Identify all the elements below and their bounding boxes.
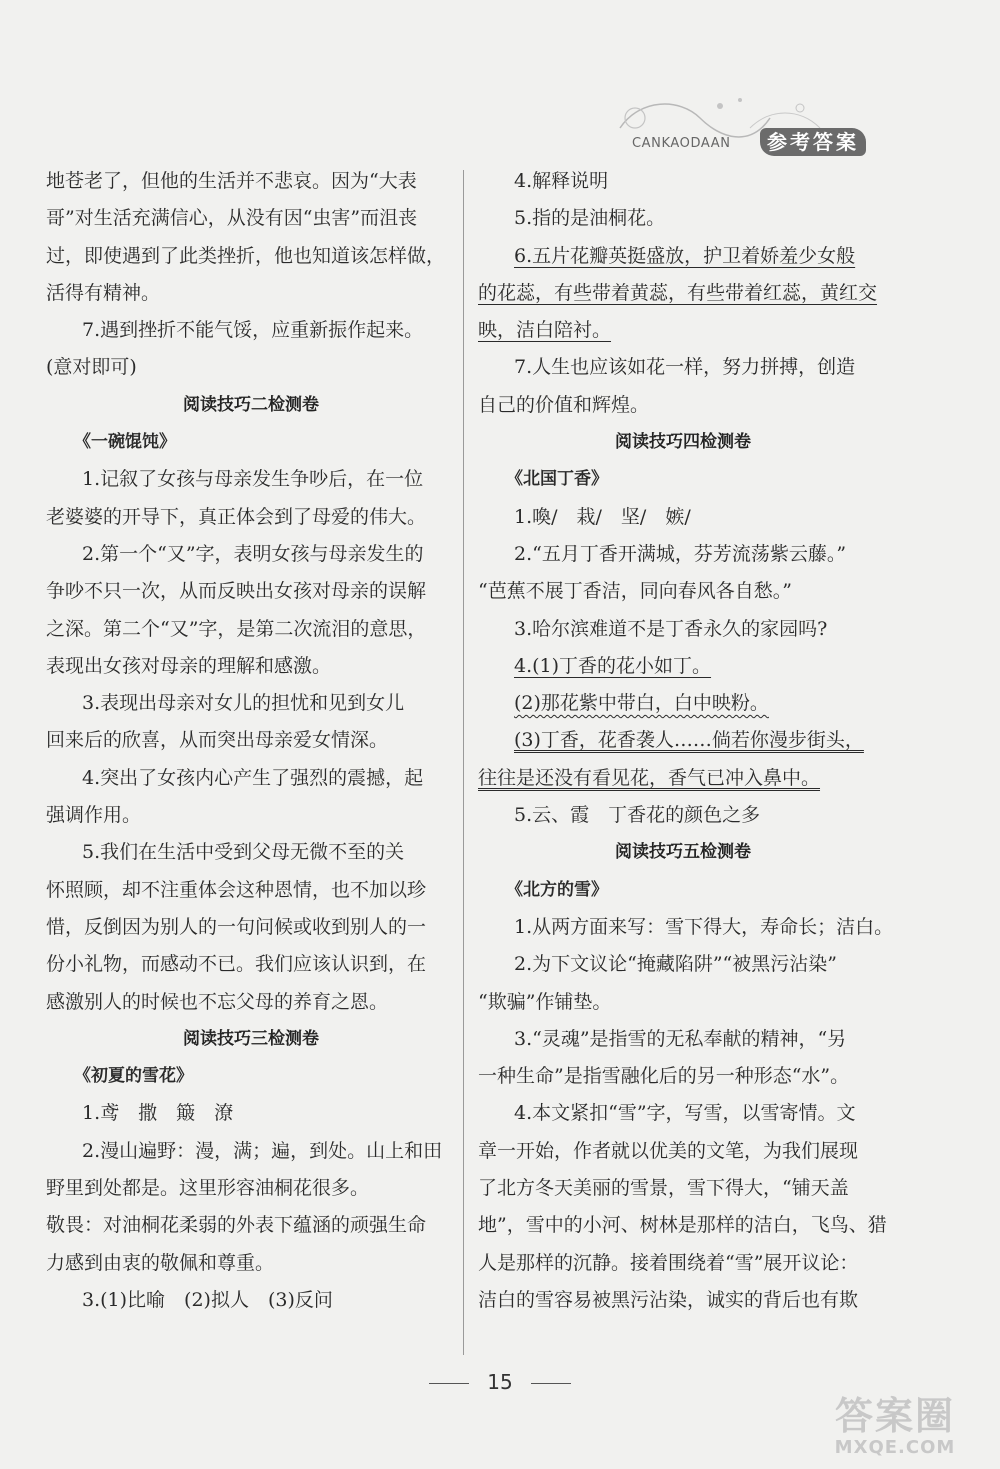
line-text: 1.鸢 撒 簸 潦 bbox=[82, 1102, 234, 1125]
column-divider bbox=[463, 170, 464, 1355]
article-title bbox=[46, 424, 456, 461]
text-line bbox=[46, 275, 456, 312]
text-line bbox=[46, 722, 456, 759]
text-line bbox=[478, 573, 888, 610]
text-line bbox=[46, 797, 456, 834]
text-line bbox=[46, 1245, 456, 1282]
line-text: 哥”对生活充满信心，从没有因“虫害”而沮丧 bbox=[46, 207, 418, 230]
line-text: 感激别人的时候也不忘父母的养育之恩。 bbox=[46, 990, 389, 1013]
line-text: 活得有精神。 bbox=[46, 281, 161, 304]
text-line bbox=[478, 1133, 888, 1170]
right-column bbox=[478, 163, 894, 1319]
line-text: 敬畏：对油桐花柔弱的外表下蕴涵的顽强生命 bbox=[46, 1214, 427, 1237]
line-text: 2.漫山遍野：漫，满；遍，到处。山上和田 bbox=[82, 1139, 443, 1162]
text-line bbox=[478, 499, 888, 536]
line-text: 一种生命”是指雪融化后的另一种形态“水”。 bbox=[478, 1065, 850, 1088]
text-line bbox=[46, 984, 456, 1021]
watermark bbox=[805, 1395, 985, 1465]
line-text: 1.从两方面来写：雪下得大，寿命长；洁白。 bbox=[514, 915, 894, 938]
line-text: 人是那样的沉静。接着围绕着“雪”展开议论： bbox=[478, 1251, 859, 1274]
line-text: 3.表现出母亲对女儿的担忧和见到女儿 bbox=[82, 692, 405, 715]
page-number: 15 bbox=[487, 1370, 513, 1394]
line-text: 了北方冬天美丽的雪景，雪下得大，“铺天盖 bbox=[478, 1177, 849, 1200]
line-text: 4.突出了女孩内心产生了强烈的震撼，起 bbox=[82, 766, 424, 789]
underlined-text: 映，洁白陪衬。 bbox=[478, 319, 612, 342]
line-text: 之深。第二个“又”字，是第二次流泪的意思， bbox=[46, 617, 427, 640]
text-line bbox=[46, 1095, 456, 1132]
page-footer bbox=[0, 1370, 1000, 1394]
line-text: 阅读技巧二检测卷 bbox=[183, 394, 319, 415]
text-line bbox=[46, 648, 456, 685]
header-answer-badge: 参考答案 bbox=[760, 128, 866, 156]
text-line bbox=[46, 238, 456, 275]
text-line bbox=[46, 1170, 456, 1207]
text-line bbox=[478, 163, 888, 200]
footer-dash-left bbox=[429, 1383, 469, 1384]
underlined-text: 往往是还没有看见花，香气已冲入鼻中。 bbox=[478, 766, 821, 789]
underlined-text: 6.五片花瓣英挺盛放，护卫着娇羞少女般 bbox=[514, 244, 856, 267]
watermark-text: 答案圈 bbox=[834, 1394, 955, 1438]
text-line bbox=[478, 200, 888, 237]
line-text: 《北方的雪》 bbox=[506, 879, 608, 900]
left-column bbox=[46, 163, 456, 1319]
text-line bbox=[478, 797, 888, 834]
line-text: 2.“五月丁香开满城，芬芳流荡紫云藤。” bbox=[514, 542, 847, 565]
text-line bbox=[46, 1133, 456, 1170]
line-text: 地苍老了，但他的生活并不悲哀。因为“大表 bbox=[46, 170, 417, 192]
text-line bbox=[478, 387, 888, 424]
text-line bbox=[478, 722, 888, 759]
line-text: 2.为下文议论“掩藏陷阱”“被黑污沾染” bbox=[514, 953, 837, 976]
underlined-text: 的花蕊，有些带着黄蕊，有些带着红蕊，黄红交 bbox=[478, 281, 878, 304]
text-line bbox=[478, 611, 888, 648]
text-line bbox=[46, 611, 456, 648]
line-text: (意对即可) bbox=[46, 356, 137, 379]
text-line bbox=[478, 685, 888, 722]
text-line bbox=[478, 760, 888, 797]
line-text: 份小礼物，而感动不已。我们应该认识到，在 bbox=[46, 953, 427, 976]
line-text: 阅读技巧三检测卷 bbox=[183, 1028, 319, 1049]
text-line bbox=[46, 499, 456, 536]
text-line bbox=[478, 349, 888, 386]
line-text: “欺骗”作铺垫。 bbox=[478, 990, 612, 1013]
line-text: 5.我们在生活中受到父母无微不至的关 bbox=[82, 841, 405, 864]
section-title bbox=[46, 387, 456, 424]
header-english-label: CANKAODAAN bbox=[632, 136, 731, 151]
line-text: 1.喚/ 栽/ 坚/ 嫉/ bbox=[514, 505, 691, 528]
text-line bbox=[478, 946, 888, 983]
text-line bbox=[46, 349, 456, 386]
line-text: 3.哈尔滨难道不是丁香永久的家园吗? bbox=[514, 617, 828, 640]
text-line bbox=[46, 312, 456, 349]
section-title bbox=[478, 834, 888, 871]
text-line bbox=[46, 872, 456, 909]
line-text: 地”，雪中的小河、树林是那样的洁白，飞鸟、猎 bbox=[478, 1214, 887, 1237]
text-line bbox=[46, 163, 456, 200]
watermark-url: MXQE.COM bbox=[834, 1437, 956, 1458]
text-line bbox=[478, 536, 888, 573]
section-title bbox=[478, 424, 888, 461]
line-text: 回来后的欣喜，从而突出母亲爱女情深。 bbox=[46, 729, 389, 752]
text-line bbox=[478, 909, 894, 946]
text-line bbox=[46, 946, 456, 983]
line-text: 老婆婆的开导下，真正体会到了母爱的伟大。 bbox=[46, 505, 427, 528]
line-text: 7.遇到挫折不能气馁，应重新振作起来。 bbox=[82, 319, 424, 342]
text-line bbox=[46, 573, 456, 610]
article-title bbox=[478, 461, 888, 498]
text-line bbox=[478, 1058, 888, 1095]
text-line bbox=[46, 685, 456, 722]
text-line bbox=[478, 648, 888, 685]
line-text: 5.云、霞 丁香花的颜色之多 bbox=[514, 804, 761, 827]
text-line bbox=[478, 1207, 888, 1244]
text-line bbox=[46, 536, 456, 573]
text-line bbox=[46, 1207, 456, 1244]
underlined-text: (2)那花紫中带白，白中映粉。 bbox=[514, 692, 769, 715]
underlined-text: 4.(1)丁香的花小如丁。 bbox=[514, 654, 712, 677]
line-text: 争吵不只一次，从而反映出女孩对母亲的误解 bbox=[46, 580, 427, 603]
article-title bbox=[478, 872, 888, 909]
text-line bbox=[478, 275, 888, 312]
line-text: 3.“灵魂”是指雪的无私奉献的精神，“另 bbox=[514, 1027, 847, 1050]
line-text: 4.解释说明 bbox=[514, 170, 609, 192]
line-text: 阅读技巧五检测卷 bbox=[615, 842, 751, 863]
text-line bbox=[46, 760, 456, 797]
line-text: 野里到处都是。这里形容油桐花很多。 bbox=[46, 1177, 370, 1200]
line-text: 过，即使遇到了此类挫折，他也知道该怎样做， bbox=[46, 244, 446, 267]
line-text: 《一碗馄饨》 bbox=[74, 432, 176, 453]
line-text: 《北国丁香》 bbox=[506, 469, 608, 490]
line-text: 怀照顾，却不注重体会这种恩情，也不加以珍 bbox=[46, 878, 427, 901]
article-title bbox=[46, 1058, 456, 1095]
text-line bbox=[46, 1282, 456, 1319]
text-line bbox=[478, 1282, 888, 1319]
footer-dash-right bbox=[531, 1383, 571, 1384]
text-line bbox=[478, 1095, 888, 1132]
text-line bbox=[46, 909, 456, 946]
text-line bbox=[46, 200, 456, 237]
line-text: “芭蕉不展丁香洁，同向春风各自愁。” bbox=[478, 580, 792, 603]
line-text: 2.第一个“又”字，表明女孩与母亲发生的 bbox=[82, 542, 424, 565]
line-text: 7.人生也应该如花一样，努力拼搏，创造 bbox=[514, 356, 856, 379]
line-text: 1.记叙了女孩与母亲发生争吵后，在一位 bbox=[82, 468, 424, 491]
line-text: 阅读技巧四检测卷 bbox=[615, 432, 751, 453]
text-line bbox=[46, 461, 456, 498]
line-text: 《初夏的雪花》 bbox=[74, 1066, 193, 1087]
line-text: 自己的价值和辉煌。 bbox=[478, 393, 650, 416]
text-line bbox=[478, 1170, 888, 1207]
text-line bbox=[46, 834, 456, 871]
text-line bbox=[478, 1245, 888, 1282]
section-title bbox=[46, 1021, 456, 1058]
line-text: 力感到由衷的敬佩和尊重。 bbox=[46, 1251, 275, 1274]
line-text: 惜，反倒因为别人的一句问候或收到别人的一 bbox=[46, 915, 427, 938]
line-text: 章一开始，作者就以优美的文笔，为我们展现 bbox=[478, 1139, 859, 1162]
line-text: 4.本文紧扣“雪”字，写雪，以雪寄情。文 bbox=[514, 1102, 856, 1125]
line-text: 3.(1)比喻 (2)拟人 (3)反问 bbox=[82, 1288, 333, 1311]
text-line bbox=[478, 312, 888, 349]
line-text: 5.指的是油桐花。 bbox=[514, 207, 666, 230]
line-text: 洁白的雪容易被黑污沾染，诚实的背后也有欺 bbox=[478, 1288, 859, 1311]
line-text: 表现出女孩对母亲的理解和感激。 bbox=[46, 654, 332, 677]
text-line bbox=[478, 1021, 888, 1058]
underlined-text: (3)丁香，花香袭人……倘若你漫步街头， bbox=[514, 729, 864, 752]
text-line bbox=[478, 238, 888, 275]
line-text: 强调作用。 bbox=[46, 804, 142, 827]
text-line bbox=[478, 984, 888, 1021]
